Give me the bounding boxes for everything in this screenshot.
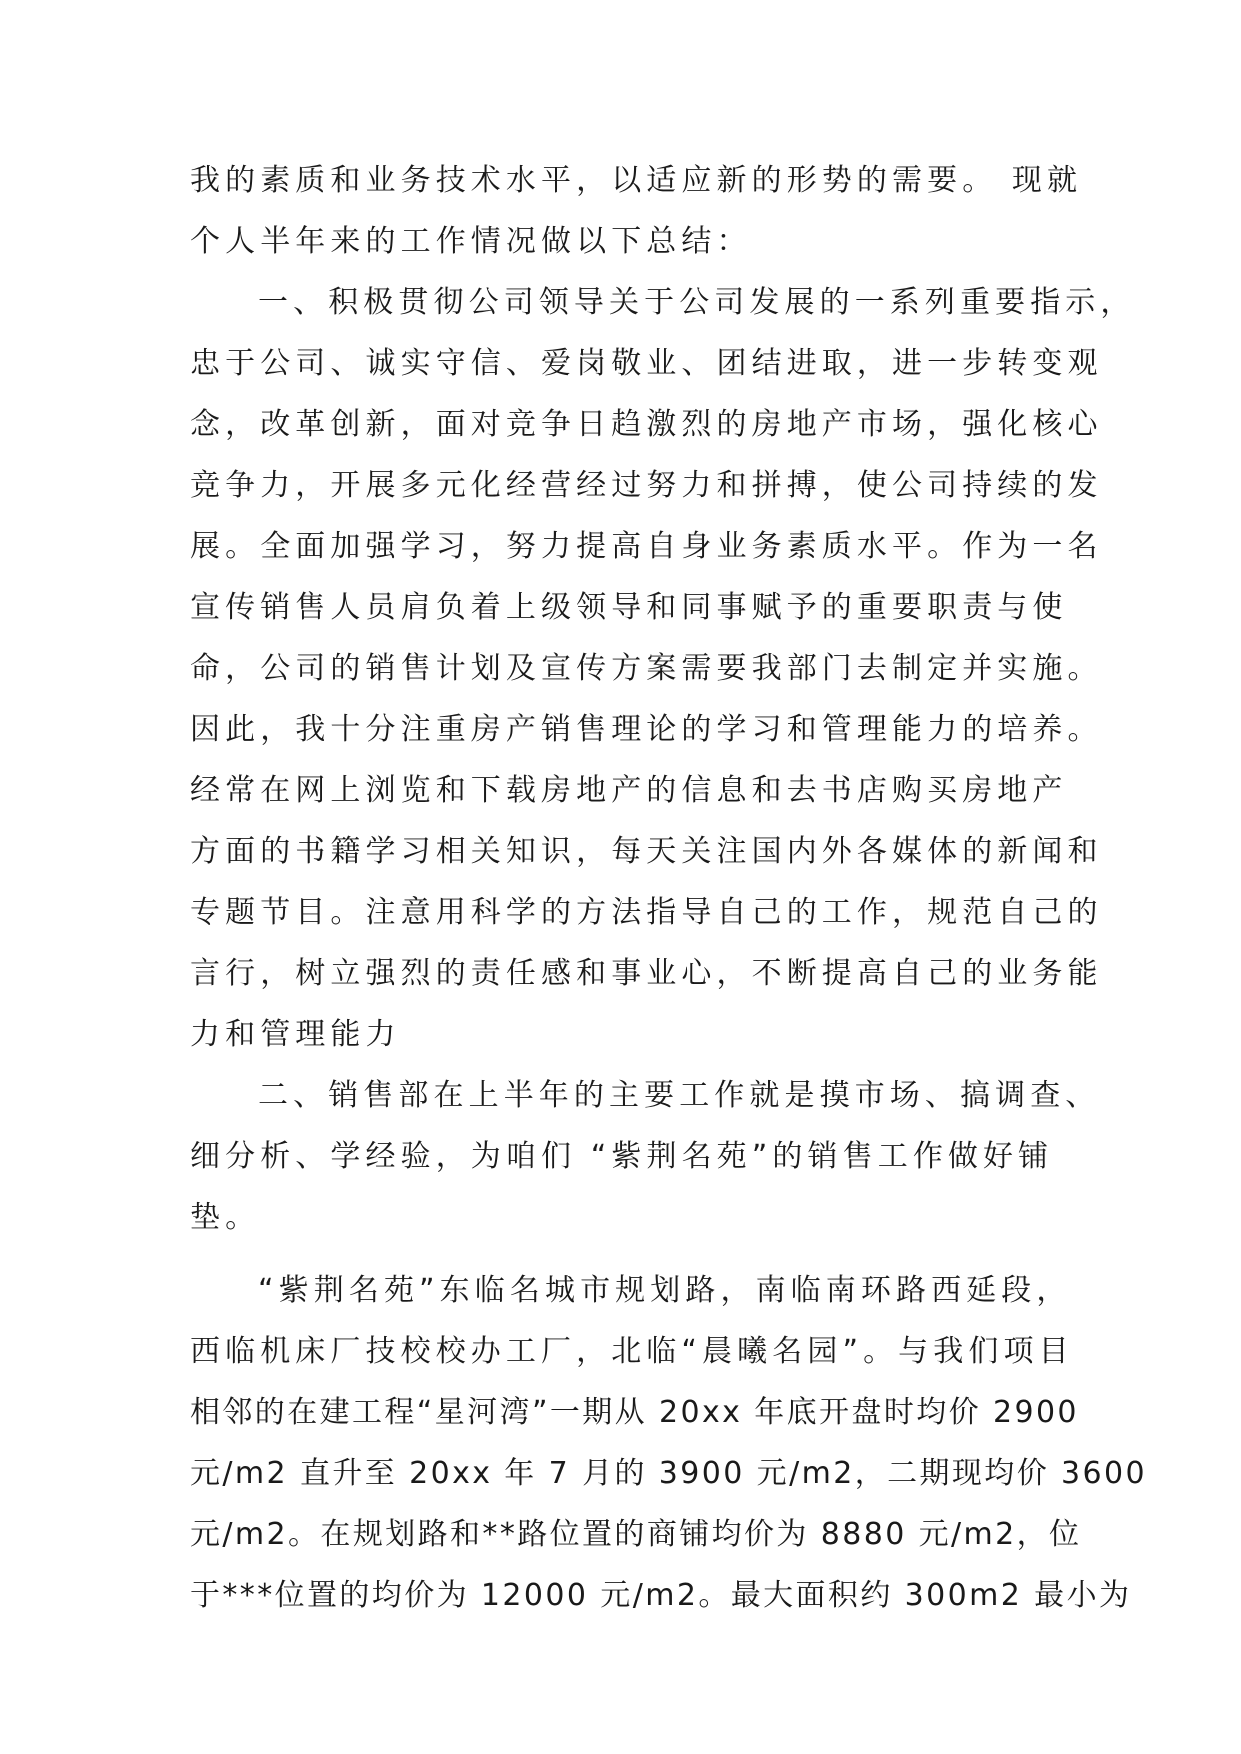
paragraph-section-two [190, 1065, 1101, 1248]
paragraph-location [190, 1260, 1147, 1626]
text-line: 二、销售部在上半年的主要工作就是摸市场、搞调查、 [258, 1078, 1101, 1113]
text-line: 念，改革创新，面对竞争日趋激烈的房地产市场，强化核心 [190, 407, 1103, 442]
text-line: 元/m2 直升至 20xx 年 7 月的 3900 元/m2，二期现均价 3600 [190, 1456, 1147, 1491]
paragraph-section-one [190, 272, 1136, 1065]
text-line: “紫荆名苑”东临名城市规划路，南临南环路西延段， [258, 1273, 1072, 1308]
text-line: 个人半年来的工作情况做以下总结： [190, 224, 752, 259]
text-line: 细分析、学经验，为咱们 “紫荆名苑”的销售工作做好铺 [190, 1139, 1054, 1174]
text-line: 于***位置的均价为 12000 元/m2。最大面积约 300m2 最小为 [190, 1578, 1132, 1613]
text-line: 元/m2。在规划路和**路位置的商铺均价为 8880 元/m2，位 [190, 1517, 1082, 1552]
paragraph-gap [190, 1248, 1090, 1260]
text-line: 我的素质和业务技术水平，以适应新的形势的需要。 现就 [190, 163, 1083, 198]
text-line: 专题节目。注意用科学的方法指导自己的工作，规范自己的 [190, 895, 1103, 930]
text-line: 经常在网上浏览和下载房地产的信息和去书店购买房地产 [190, 773, 1068, 808]
text-line: 展。全面加强学习，努力提高自身业务素质水平。作为一名 [190, 529, 1103, 564]
text-line: 言行，树立强烈的责任感和事业心，不断提高自己的业务能 [190, 956, 1103, 991]
text-line: 命，公司的销售计划及宣传方案需要我部门去制定并实施。 [190, 651, 1103, 686]
text-line: 忠于公司、诚实守信、爱岗敬业、团结进取，进一步转变观 [190, 346, 1103, 381]
paragraph-intro [190, 150, 1090, 272]
text-line: 西临机床厂技校校办工厂，北临“晨曦名园”。与我们项目 [190, 1334, 1074, 1369]
text-line: 一、积极贯彻公司领导关于公司发展的一系列重要指示， [258, 285, 1136, 320]
text-line: 力和管理能力 [190, 1017, 401, 1052]
text-line: 方面的书籍学习相关知识，每天关注国内外各媒体的新闻和 [190, 834, 1103, 869]
text-line: 相邻的在建工程“星河湾”一期从 20xx 年底开盘时均价 2900 [190, 1395, 1079, 1430]
text-line: 宣传销售人员肩负着上级领导和同事赋予的重要职责与使 [190, 590, 1068, 625]
text-line: 垫。 [190, 1200, 261, 1235]
text-line: 因此，我十分注重房产销售理论的学习和管理能力的培养。 [190, 712, 1103, 747]
text-line: 竞争力，开展多元化经营经过努力和拼搏，使公司持续的发 [190, 468, 1103, 503]
document-body [190, 150, 1147, 1626]
